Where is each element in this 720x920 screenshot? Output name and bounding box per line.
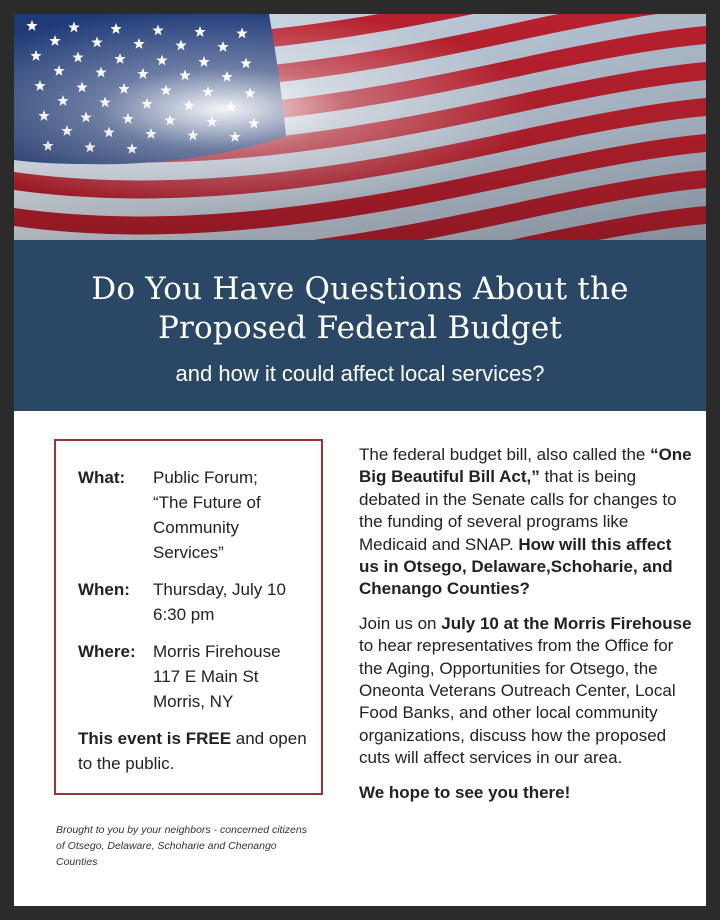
- where-value: [153, 639, 311, 714]
- when-line: Thursday, July 10: [153, 580, 286, 599]
- closing-line: We hope to see you there!: [359, 782, 571, 802]
- p2-text-2: to hear representatives from the Office for the Aging, Opportunities for Otsego, the Oneonta Veterans Outreach Center, Local Food Banks, and other local community organizations, discuss how the proposed cuts will affect services in our area.: [359, 636, 676, 768]
- flyer: [14, 14, 706, 906]
- where-line: Morris Firehouse: [153, 642, 281, 661]
- what-line: Community: [153, 518, 239, 537]
- bill-name: “One Big Beautiful Bill Act,”: [359, 445, 692, 487]
- when-row: [78, 577, 311, 627]
- event-date-location: July 10 at the Morris Firehouse: [441, 613, 692, 633]
- american-flag-image: [14, 14, 706, 240]
- when-value: [153, 577, 311, 627]
- p2-text: Join us on: [359, 613, 442, 633]
- organizer-credit: Brought to you by your neighbors - concerned citizens of Otsego, Delaware, Schoharie and Chenango Counties: [56, 824, 307, 868]
- where-label: Where:: [78, 642, 136, 661]
- what-row: [78, 465, 311, 565]
- description-paragraph-2: [359, 613, 694, 770]
- where-line: Morris, NY: [153, 692, 234, 711]
- p1-text-2: that is being debated in the Senate calls for changes to the funding of several programs like Medicaid and SNAP.: [359, 467, 677, 554]
- what-label: What:: [78, 468, 126, 487]
- free-event-note: [78, 726, 311, 776]
- free-bold: This event is FREE: [78, 729, 232, 748]
- where-line: 117 E Main St: [153, 667, 259, 686]
- what-line: “The Future of: [153, 493, 261, 512]
- counties-question: How will this affect us in Otsego, Delaware,Schoharie, and Chenango Counties?: [359, 534, 673, 599]
- free-rest: and open to the public.: [78, 729, 307, 773]
- description-paragraph-1: [359, 444, 694, 601]
- p1-text: The federal budget bill, also called the: [359, 445, 651, 464]
- when-label: When:: [78, 580, 130, 599]
- what-value: [153, 465, 311, 565]
- subtitle: and how it could affect local services?: [175, 361, 545, 386]
- title-line-1: Do You Have Questions About the: [91, 271, 629, 307]
- title-banner: [14, 240, 706, 411]
- where-row: [78, 639, 311, 714]
- page-title: [14, 270, 706, 348]
- what-line: Public Forum;: [153, 468, 258, 487]
- title-line-2: Proposed Federal Budget: [157, 310, 563, 346]
- when-line: 6:30 pm: [153, 605, 215, 624]
- description: [359, 444, 694, 816]
- what-line: Services”: [153, 543, 224, 562]
- event-details-box: [54, 439, 323, 795]
